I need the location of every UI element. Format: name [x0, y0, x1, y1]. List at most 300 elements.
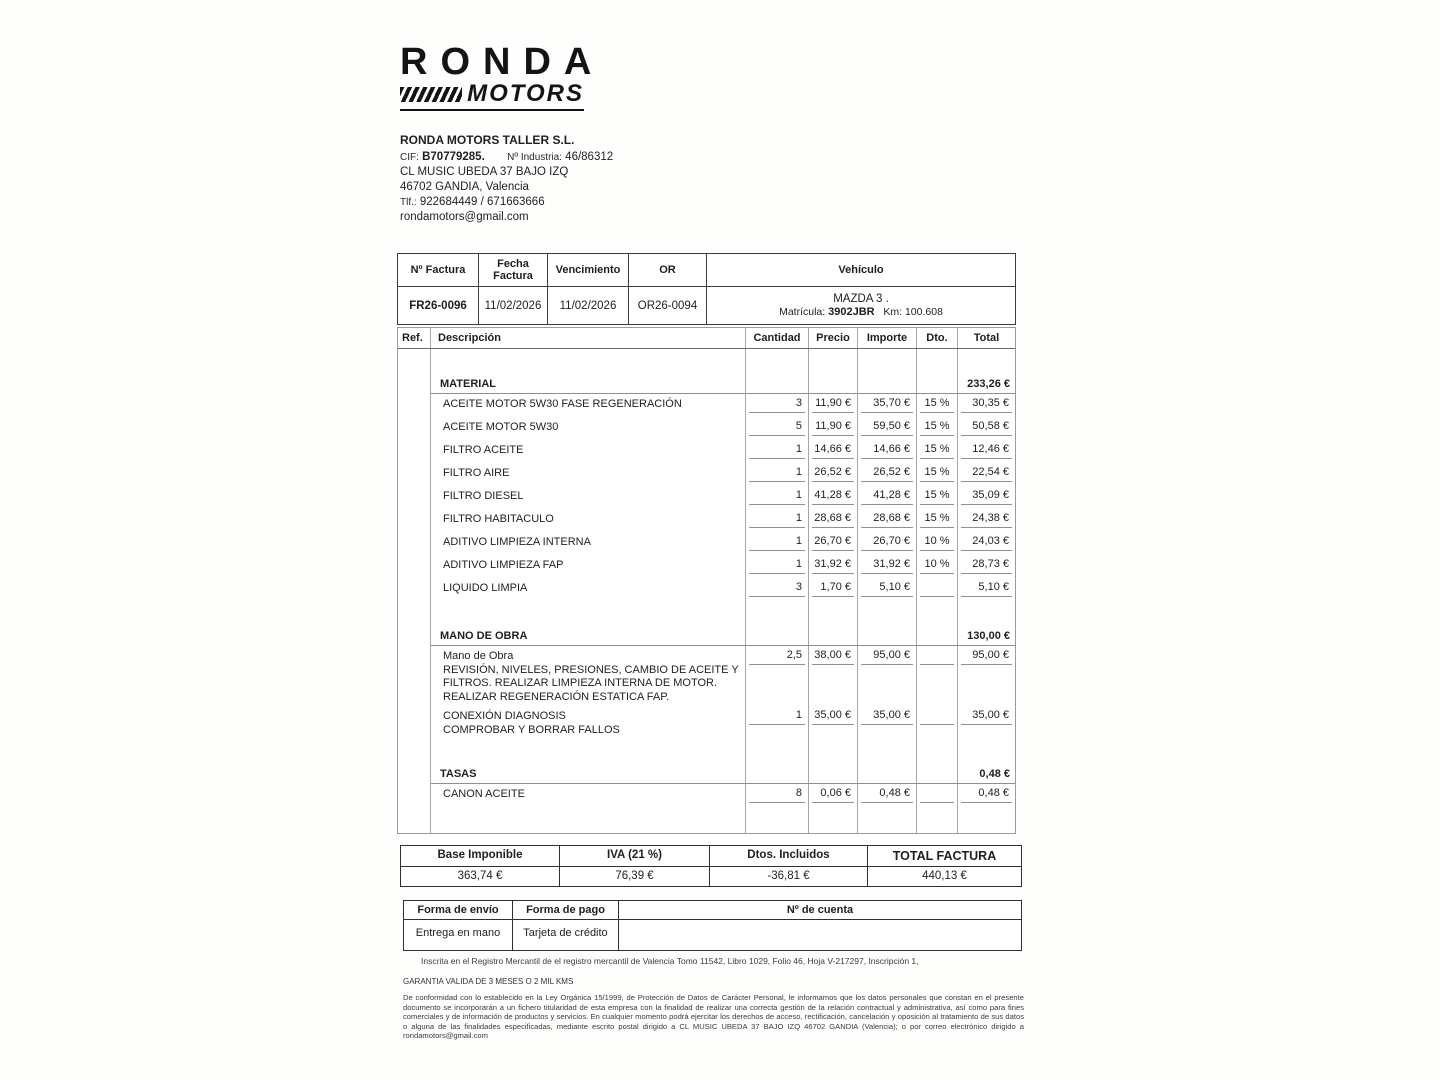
totals-table: [400, 845, 1022, 887]
item-value: 24,03 €: [961, 535, 1012, 551]
items-table-body: [398, 349, 1015, 833]
cell-importe: [858, 394, 917, 417]
cell-ref: [398, 440, 431, 463]
item-value: 1: [749, 489, 805, 505]
base-imponible-value: 363,74 €: [401, 867, 560, 886]
cell-dto: [917, 394, 958, 417]
table-row: [398, 440, 1015, 463]
item-value: 3: [749, 397, 805, 413]
num-cuenta-value: [619, 920, 1021, 950]
cell-importe: [858, 463, 917, 486]
header-total: Total: [973, 332, 1000, 344]
cell-importe: [858, 646, 917, 706]
company-info: [400, 133, 613, 225]
cell-cant: [746, 646, 809, 706]
cell-dto: [917, 621, 958, 646]
payment-values-row: [404, 920, 1021, 950]
cell-ref: [398, 784, 431, 807]
item-value: 26,52 €: [812, 466, 854, 482]
table-row: [398, 784, 1015, 807]
invoice-number: FR26-0096: [398, 287, 479, 324]
item-value: 14,66 €: [812, 443, 854, 459]
cell-dto: [917, 555, 958, 578]
totals-values-row: [401, 867, 1021, 886]
cell-dto: [917, 486, 958, 509]
cell-importe: [858, 621, 917, 646]
cell-total: [958, 739, 1015, 759]
logo-strip: [400, 82, 584, 111]
header-cantidad: Cantidad: [746, 328, 809, 348]
cell-desc: [431, 532, 746, 555]
item-value: 31,92 €: [812, 558, 854, 574]
header-descripcion: Descripción: [431, 328, 746, 348]
item-value: 1: [749, 535, 805, 551]
cell-desc: [431, 394, 746, 417]
table-row: [398, 555, 1015, 578]
invoice-values-row: [398, 287, 1015, 324]
section-total: 130,00 €: [958, 630, 1015, 646]
cell-dto: [917, 739, 958, 759]
item-value: 15 %: [920, 466, 954, 482]
cell-cant: [746, 463, 809, 486]
cell-desc: [431, 578, 746, 601]
tire-tread-icon: [400, 87, 462, 102]
item-value: 95,00 €: [961, 649, 1012, 665]
cell-precio: [809, 601, 858, 621]
matricula-value: 3902JBR: [828, 306, 875, 318]
cell-desc: [431, 706, 746, 739]
cell-precio: [809, 349, 858, 369]
cell-dto: [917, 417, 958, 440]
cell-ref: [398, 532, 431, 555]
cell-precio: [809, 646, 858, 706]
cell-precio: [809, 759, 858, 784]
col-header-vehiculo: Vehículo: [838, 263, 884, 276]
spacer-row: [398, 739, 1015, 759]
company-email: rondamotors@gmail.com: [400, 211, 529, 223]
header-iva: IVA (21 %): [560, 846, 710, 866]
cell-importe: [858, 807, 917, 833]
forma-pago-value: Tarjeta de crédito: [513, 920, 619, 950]
vehicle-cell: [707, 287, 1015, 324]
spacer-row: [398, 601, 1015, 621]
table-row: [398, 486, 1015, 509]
cell-precio: [809, 555, 858, 578]
table-row: [398, 578, 1015, 601]
cell-precio: [809, 532, 858, 555]
item-value: 1: [749, 558, 805, 574]
legal-text: De conformidad con lo establecido en la Ley Orgánica 15/1999, de Protección de Datos de Carácter Personal, le informamos que los datos personales que constan en el presente documento se incorporarán a un fichero titularidad de esta empresa con la finalidad de realizar una correcta gestión de la relación contractual y administrativa, así como para fines comerciales y de información de productos y servicios. En cualquier momento podrá ejercitar los derechos de acceso, rectificación, cancelación y oposición al tratamiento de sus datos o alguna de las finalidades especificadas, mediante escrito postal dirigido a CL MUSIC UBEDA 37 BAJO IZQ 46702 GANDIA (Valencia); o por correo electrónico dirigido a rondamotors@gmail.com: [403, 993, 1024, 1041]
cell-precio: [809, 463, 858, 486]
cell-ref: [398, 759, 431, 784]
cell-cant: [746, 621, 809, 646]
cell-ref: [398, 369, 431, 394]
registry-note: Inscrita en el Registro Mercantil de el registro mercantil de Valencia Tomo 11542, Libro 1029, Folio 46, Hoja V-217297, Inscripción 1,: [421, 956, 919, 966]
section-title: MANO DE OBRA: [440, 630, 528, 642]
cell-total: [958, 369, 1015, 394]
cell-total: [958, 706, 1015, 739]
table-row: [398, 532, 1015, 555]
cell-cant: [746, 486, 809, 509]
industria-label: Nº Industria:: [507, 152, 562, 163]
cell-ref: [398, 601, 431, 621]
cell-total: [958, 440, 1015, 463]
item-value: 12,46 €: [961, 443, 1012, 459]
item-value: 10 %: [920, 535, 954, 551]
cell-importe: [858, 555, 917, 578]
cell-dto: [917, 646, 958, 706]
payment-table: [403, 900, 1022, 951]
item-value: 35,00 €: [861, 709, 913, 725]
header-importe: Importe: [858, 328, 917, 348]
section-title: TASAS: [440, 768, 477, 780]
cell-cant: [746, 349, 809, 369]
cell-ref: [398, 555, 431, 578]
header-num-cuenta: Nº de cuenta: [786, 904, 854, 916]
item-value: 15 %: [920, 420, 954, 436]
item-value: 10 %: [920, 558, 954, 574]
cell-cant: [746, 440, 809, 463]
header-total-factura: TOTAL FACTURA: [892, 849, 997, 863]
cell-cant: [746, 369, 809, 394]
km-value: 100.608: [904, 306, 943, 318]
invoice-header-row: [398, 254, 1015, 287]
cell-total: [958, 646, 1015, 706]
table-row: [398, 463, 1015, 486]
cell-ref: [398, 739, 431, 759]
header-forma-pago: Forma de pago: [513, 901, 619, 919]
item-value: 35,09 €: [961, 489, 1012, 505]
cell-dto: [917, 601, 958, 621]
cell-cant: [746, 578, 809, 601]
cell-precio: [809, 394, 858, 417]
header-base-imponible: Base Imponible: [401, 846, 560, 866]
item-value: 59,50 €: [861, 420, 913, 436]
header-dto: Dto.: [917, 328, 958, 348]
cell-cant: [746, 394, 809, 417]
cell-total: [958, 509, 1015, 532]
cell-importe: [858, 440, 917, 463]
item-value: 41,28 €: [861, 489, 913, 505]
cif-label: CIF:: [400, 152, 419, 163]
cell-ref: [398, 621, 431, 646]
header-dtos-incluidos: Dtos. Incluidos: [710, 846, 868, 866]
cell-dto: [917, 349, 958, 369]
item-value: [920, 787, 954, 803]
cell-total: [958, 807, 1015, 833]
item-description: CONEXIÓN DIAGNOSIS COMPROBAR Y BORRAR FALLOS: [431, 706, 745, 739]
header-ref: Ref.: [398, 328, 431, 348]
cell-cant: [746, 739, 809, 759]
phone-value: 922684449 / 671663666: [419, 196, 545, 208]
invoice-date: 11/02/2026: [479, 287, 548, 324]
cell-desc: [431, 601, 746, 621]
item-value: 95,00 €: [861, 649, 913, 665]
cell-importe: [858, 532, 917, 555]
cell-desc: [431, 417, 746, 440]
cif-value: B70779285.: [422, 151, 485, 163]
item-value: 1: [749, 443, 805, 459]
item-value: 2,5: [749, 649, 805, 665]
cell-total: [958, 578, 1015, 601]
cell-precio: [809, 706, 858, 739]
cell-ref: [398, 646, 431, 706]
vehicle-plate-line: [779, 306, 943, 318]
section-title: MATERIAL: [440, 378, 497, 390]
items-table-header: [398, 328, 1015, 349]
cell-total: [958, 417, 1015, 440]
item-description: FILTRO HABITACULO: [443, 513, 554, 525]
cell-precio: [809, 739, 858, 759]
item-value: 0,48 €: [861, 787, 913, 803]
item-value: 8: [749, 787, 805, 803]
cell-precio: [809, 621, 858, 646]
item-value: 15 %: [920, 489, 954, 505]
company-name: RONDA MOTORS TALLER S.L.: [400, 133, 575, 147]
cell-cant: [746, 706, 809, 739]
item-value: 11,90 €: [812, 397, 854, 413]
warranty-note: GARANTIA VALIDA DE 3 MESES O 2 MIL KMS: [403, 977, 574, 986]
cell-dto: [917, 759, 958, 784]
item-description: ACEITE MOTOR 5W30 FASE REGENERACIÓN: [443, 398, 682, 410]
item-value: 26,70 €: [812, 535, 854, 551]
cell-dto: [917, 706, 958, 739]
cell-dto: [917, 578, 958, 601]
cell-dto: [917, 784, 958, 807]
item-value: 26,70 €: [861, 535, 913, 551]
cell-total: [958, 486, 1015, 509]
cell-importe: [858, 784, 917, 807]
cell-total: [958, 555, 1015, 578]
item-value: 26,52 €: [861, 466, 913, 482]
col-header-or: OR: [629, 254, 707, 286]
section-header-row: [398, 369, 1015, 394]
cell-precio: [809, 440, 858, 463]
item-value: [920, 649, 954, 665]
cell-cant: [746, 759, 809, 784]
totals-header-row: [401, 846, 1021, 867]
cell-total: [958, 463, 1015, 486]
cell-total: [958, 394, 1015, 417]
item-value: 31,92 €: [861, 558, 913, 574]
section-total: 233,26 €: [958, 378, 1015, 394]
cell-dto: [917, 440, 958, 463]
cell-importe: [858, 578, 917, 601]
item-value: 28,68 €: [861, 512, 913, 528]
cell-ref: [398, 578, 431, 601]
cell-total: [958, 532, 1015, 555]
invoice-header-table: [397, 253, 1016, 325]
cell-cant: [746, 417, 809, 440]
item-value: 41,28 €: [812, 489, 854, 505]
section-header-row: [398, 759, 1015, 784]
item-description: FILTRO ACEITE: [443, 444, 524, 456]
cell-importe: [858, 601, 917, 621]
cell-dto: [917, 532, 958, 555]
cell-desc: [431, 486, 746, 509]
cell-precio: [809, 807, 858, 833]
cell-importe: [858, 349, 917, 369]
company-phone-line: [400, 195, 613, 210]
item-value: 35,00 €: [961, 709, 1012, 725]
table-row: [398, 417, 1015, 440]
item-value: 28,68 €: [812, 512, 854, 528]
item-description: Mano de Obra REVISIÓN, NIVELES, PRESIONES, CAMBIO DE ACEITE Y FILTROS. REALIZAR LIMPIEZA INTERNA DE MOTOR. REALIZAR REGENERACIÓN ESTATICA FAP.: [431, 646, 745, 706]
company-address-line1: CL MUSIC UBEDA 37 BAJO IZQ: [400, 166, 569, 178]
item-value: 50,58 €: [961, 420, 1012, 436]
logo-motors-text: MOTORS: [467, 80, 584, 107]
cell-importe: [858, 759, 917, 784]
cell-cant: [746, 784, 809, 807]
section-total: 0,48 €: [958, 768, 1015, 784]
item-value: 0,48 €: [961, 787, 1012, 803]
item-value: 35,70 €: [861, 397, 913, 413]
company-address-line2: 46702 GANDIA, Valencia: [400, 181, 529, 193]
item-value: 22,54 €: [961, 466, 1012, 482]
item-value: 15 %: [920, 443, 954, 459]
cell-precio: [809, 417, 858, 440]
item-description: FILTRO AIRE: [443, 467, 510, 479]
cell-importe: [858, 706, 917, 739]
cell-ref: [398, 394, 431, 417]
item-description: ADITIVO LIMPIEZA INTERNA: [443, 536, 591, 548]
km-label: Km:: [883, 306, 903, 318]
company-cif-line: [400, 150, 613, 165]
cell-desc: [431, 463, 746, 486]
cell-importe: [858, 509, 917, 532]
cell-precio: [809, 578, 858, 601]
cell-total: [958, 621, 1015, 646]
table-row: [398, 394, 1015, 417]
cell-ref: [398, 509, 431, 532]
table-row: [398, 509, 1015, 532]
cell-ref: [398, 486, 431, 509]
item-value: 24,38 €: [961, 512, 1012, 528]
item-value: [920, 709, 954, 725]
cell-desc: [431, 555, 746, 578]
spacer-row: [398, 807, 1015, 833]
cell-importe: [858, 369, 917, 394]
cell-cant: [746, 509, 809, 532]
cell-precio: [809, 784, 858, 807]
cell-desc: [431, 759, 746, 784]
cell-dto: [917, 463, 958, 486]
item-description-detail: COMPROBAR Y BORRAR FALLOS: [443, 723, 620, 736]
cell-total: [958, 349, 1015, 369]
spacer-row: [398, 349, 1015, 369]
item-value: 1: [749, 512, 805, 528]
item-value: 3: [749, 581, 805, 597]
company-logo: [400, 41, 605, 111]
cell-importe: [858, 417, 917, 440]
total-factura-value: 440,13 €: [922, 870, 967, 882]
item-value: 28,73 €: [961, 558, 1012, 574]
item-description: ADITIVO LIMPIEZA FAP: [443, 559, 564, 571]
cell-desc: [431, 807, 746, 833]
dtos-incluidos-value: -36,81 €: [710, 867, 868, 886]
item-value: 30,35 €: [961, 397, 1012, 413]
item-description: CANON ACEITE: [443, 788, 525, 800]
cell-dto: [917, 369, 958, 394]
items-table: [397, 327, 1016, 834]
cell-desc: [431, 739, 746, 759]
cell-ref: [398, 463, 431, 486]
table-row: [398, 706, 1015, 739]
cell-cant: [746, 807, 809, 833]
col-header-vencimiento: Vencimiento: [548, 254, 629, 286]
cell-precio: [809, 369, 858, 394]
item-value: 38,00 €: [812, 649, 854, 665]
cell-ref: [398, 417, 431, 440]
item-value: 35,00 €: [812, 709, 854, 725]
cell-ref: [398, 807, 431, 833]
cell-importe: [858, 486, 917, 509]
item-value: 15 %: [920, 512, 954, 528]
cell-dto: [917, 807, 958, 833]
table-row: [398, 646, 1015, 706]
item-value: 14,66 €: [861, 443, 913, 459]
item-value: 1,70 €: [812, 581, 854, 597]
item-value: 15 %: [920, 397, 954, 413]
cell-ref: [398, 706, 431, 739]
cell-desc: [431, 621, 746, 646]
cell-precio: [809, 486, 858, 509]
cell-total: [958, 759, 1015, 784]
cell-importe: [858, 739, 917, 759]
cell-ref: [398, 349, 431, 369]
item-description: LIQUIDO LIMPIA: [443, 582, 528, 594]
col-header-fecha-factura: Fecha Factura: [479, 254, 548, 286]
col-header-num-factura: Nº Factura: [398, 254, 479, 286]
forma-envio-value: Entrega en mano: [404, 920, 513, 950]
item-value: 1: [749, 709, 805, 725]
matricula-label: Matrícula:: [779, 306, 826, 318]
cell-precio: [809, 509, 858, 532]
item-value: 1: [749, 466, 805, 482]
cell-desc: [431, 646, 746, 706]
work-order-number: OR26-0094: [629, 287, 707, 324]
cell-cant: [746, 532, 809, 555]
iva-value: 76,39 €: [560, 867, 710, 886]
item-value: 0,06 €: [812, 787, 854, 803]
item-value: 11,90 €: [812, 420, 854, 436]
item-description: FILTRO DIESEL: [443, 490, 524, 502]
cell-desc: [431, 784, 746, 807]
industria-value: 46/86312: [565, 151, 614, 163]
cell-desc: [431, 349, 746, 369]
cell-total: [958, 784, 1015, 807]
item-description: ACEITE MOTOR 5W30: [443, 421, 559, 433]
item-value: [920, 581, 954, 597]
logo-ronda-text: RONDA: [400, 41, 605, 83]
cell-total: [958, 601, 1015, 621]
item-description-detail: REVISIÓN, NIVELES, PRESIONES, CAMBIO DE ACEITE Y FILTROS. REALIZAR LIMPIEZA INTERNA DE MOTOR. REALIZAR REGENERACIÓN ESTATICA FAP.: [443, 663, 739, 703]
header-precio: Precio: [809, 328, 858, 348]
section-header-row: [398, 621, 1015, 646]
payment-header-row: [404, 901, 1021, 920]
item-value: 5,10 €: [861, 581, 913, 597]
header-forma-envio: Forma de envío: [404, 901, 513, 919]
cell-cant: [746, 555, 809, 578]
cell-desc: [431, 440, 746, 463]
item-value: 5: [749, 420, 805, 436]
phone-label: Tlf.:: [400, 197, 417, 208]
vehicle-model: MAZDA 3 .: [833, 293, 889, 305]
cell-desc: [431, 369, 746, 394]
cell-desc: [431, 509, 746, 532]
cell-cant: [746, 601, 809, 621]
invoice-due-date: 11/02/2026: [548, 287, 629, 324]
